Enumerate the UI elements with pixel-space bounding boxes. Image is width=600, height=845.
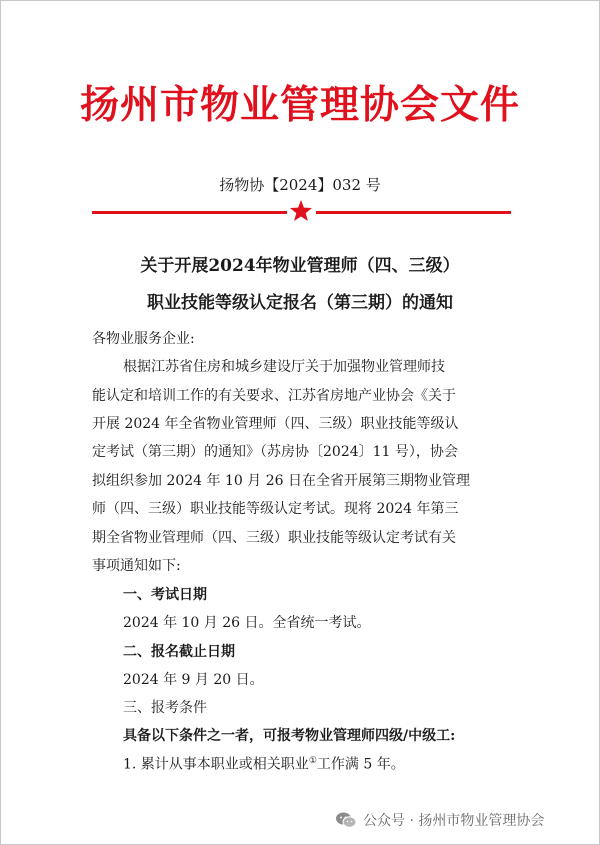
watermark-text: 公众号 · 扬州市物业管理协会 — [363, 813, 545, 829]
paragraph-line: 事项通知如下: — [92, 558, 181, 574]
conditions-intro: 具备以下条件之一者，可报考物业管理师四级/中级工: — [123, 728, 456, 744]
star-icon — [289, 199, 313, 223]
red-divider-right — [316, 211, 511, 214]
paragraph-line: 定考试（第三期）的通知》（苏房协〔2024〕11 号），协会 — [92, 444, 458, 460]
notice-title-line-1: 关于开展2024年物业管理师（四、三级） — [140, 256, 460, 276]
wechat-icon — [335, 811, 357, 829]
masthead-title: 扬州市物业管理协会文件 — [79, 82, 520, 128]
document-number: 扬物协【2024】032 号 — [219, 176, 381, 194]
exam-date-text: 2024 年 10 月 26 日。全省统一考试。 — [123, 615, 371, 631]
section-heading-deadline: 二、报名截止日期 — [123, 644, 235, 660]
section-heading-exam-date: 一、考试日期 — [123, 587, 207, 603]
paragraph-line: 开展 2024 年全省物业管理师（四、三级）职业技能等级认 — [92, 416, 459, 432]
deadline-text: 2024 年 9 月 20 日。 — [123, 672, 264, 688]
condition-item-text: 1. 累计从事本职业或相关职业 — [123, 756, 309, 773]
paragraph-line: 师（四、三级）职业技能等级认定考试。现将 2024 年第三 — [92, 501, 459, 517]
footnote-mark: ① — [308, 756, 317, 766]
condition-item — [123, 757, 405, 772]
notice-title-line-2: 职业技能等级认定报名（第三期）的通知 — [147, 293, 453, 313]
salutation: 各物业服务企业: — [92, 331, 195, 347]
paragraph-line: 拟组织参加 2024 年 10 月 26 日在全省开展第三期物业管理 — [92, 473, 470, 489]
paragraph-line: 根据江苏省住房和城乡建设厅关于加强物业管理师技 — [123, 359, 445, 375]
paragraph-line: 期全省物业管理师（四、三级）职业技能等级认定考试有关 — [92, 530, 456, 546]
section-heading-conditions: 三、报考条件 — [123, 700, 207, 716]
condition-item-tail: 工作满 5 年。 — [316, 756, 405, 773]
watermark — [335, 807, 544, 833]
red-divider-left — [92, 211, 287, 214]
paragraph-line: 能认定和培训工作的有关要求、江苏省房地产业协会《关于 — [92, 388, 456, 404]
